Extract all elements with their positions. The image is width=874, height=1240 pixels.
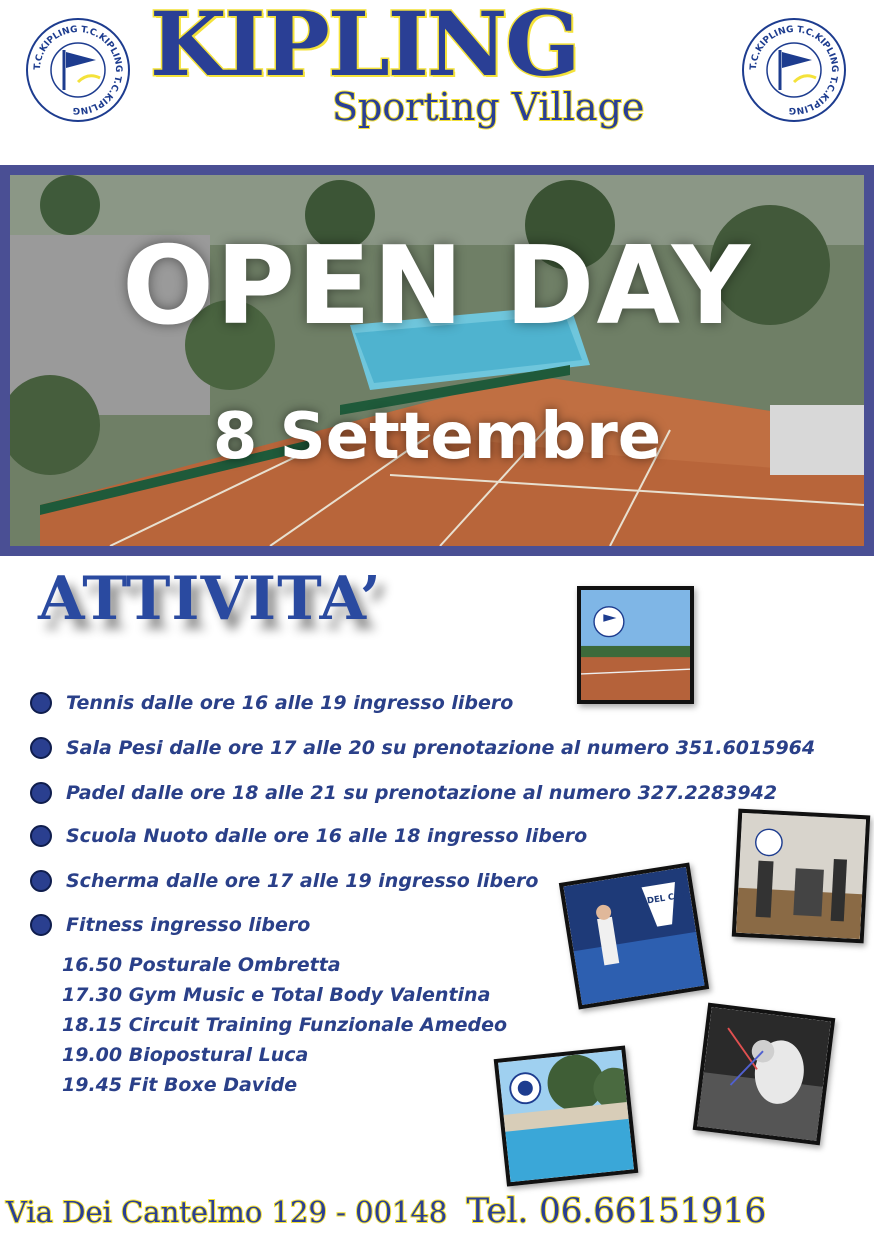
tennis-flag-icon bbox=[28, 20, 128, 120]
fitness-schedule bbox=[62, 950, 507, 1100]
brand-subtitle: Sporting Village bbox=[332, 85, 645, 129]
svg-text:T.C.KIPLING T.C.KIPLING T.C.KI: T.C.KIPLING T.C.KIPLING T.C.KIPLING bbox=[32, 24, 124, 116]
padel-sign-text: PADEL CAT bbox=[634, 889, 687, 908]
footer-contact bbox=[6, 1191, 868, 1231]
event-date: 8 Settembre bbox=[212, 400, 662, 474]
phone-text: Tel. 06.66151916 bbox=[466, 1191, 767, 1231]
bullet-icon bbox=[30, 870, 52, 892]
activity-scherma: Scherma dalle ore 17 alle 19 ingresso libero bbox=[66, 870, 539, 892]
schedule-line: 18.15 Circuit Training Funzionale Amedeo bbox=[62, 1014, 508, 1036]
list-item bbox=[30, 821, 587, 851]
club-logo-right bbox=[742, 18, 846, 122]
hero-banner bbox=[0, 165, 874, 556]
schedule-line: 19.00 Biopostural Luca bbox=[62, 1044, 309, 1066]
bullet-icon bbox=[30, 692, 52, 714]
schedule-line: 16.50 Posturale Ombretta bbox=[62, 954, 341, 976]
activity-padel: Padel dalle ore 18 alle 21 su prenotazione al numero 327.2283942 bbox=[66, 782, 778, 804]
activity-tennis: Tennis dalle ore 16 alle 19 ingresso libero bbox=[66, 692, 514, 714]
fencing-photo bbox=[693, 1003, 836, 1146]
bullet-icon bbox=[30, 782, 52, 804]
padel-image bbox=[563, 867, 704, 1005]
list-item bbox=[30, 778, 777, 808]
padel-photo bbox=[559, 862, 709, 1009]
tennis-court-photo bbox=[577, 586, 694, 704]
schedule-line: 17.30 Gym Music e Total Body Valentina bbox=[62, 984, 491, 1006]
list-item bbox=[30, 733, 815, 763]
activity-scuola-nuoto: Scuola Nuoto dalle ore 16 alle 18 ingresso libero bbox=[66, 825, 588, 847]
bullet-icon bbox=[30, 737, 52, 759]
address-text: Via Dei Cantelmo 129 - 00148 bbox=[6, 1195, 448, 1229]
activity-sala-pesi: Sala Pesi dalle ore 17 alle 20 su prenotazione al numero 351.6015964 bbox=[66, 737, 816, 759]
open-day-title: OPEN DAY bbox=[122, 224, 752, 349]
gym-image bbox=[736, 813, 866, 939]
swimming-pool-image bbox=[498, 1050, 634, 1182]
brand-title: KIPLING bbox=[150, 0, 579, 96]
club-logo-left bbox=[26, 18, 130, 122]
swimming-pool-photo bbox=[494, 1045, 639, 1186]
svg-text:T.C.KIPLING T.C.KIPLING T.C.KI: T.C.KIPLING T.C.KIPLING T.C.KIPLING bbox=[748, 24, 840, 116]
activities-heading: ATTIVITA’ bbox=[38, 564, 382, 634]
gym-photo bbox=[732, 809, 871, 944]
list-item bbox=[30, 866, 538, 896]
list-item bbox=[30, 688, 513, 718]
aerial-photo bbox=[10, 175, 864, 546]
tennis-court-image bbox=[581, 590, 690, 700]
fencing-image bbox=[697, 1007, 831, 1141]
list-item bbox=[30, 910, 310, 940]
tennis-flag-icon bbox=[744, 20, 844, 120]
bullet-icon bbox=[30, 914, 52, 936]
bullet-icon bbox=[30, 825, 52, 847]
schedule-line: 19.45 Fit Boxe Davide bbox=[62, 1074, 298, 1096]
activity-fitness: Fitness ingresso libero bbox=[66, 914, 311, 936]
